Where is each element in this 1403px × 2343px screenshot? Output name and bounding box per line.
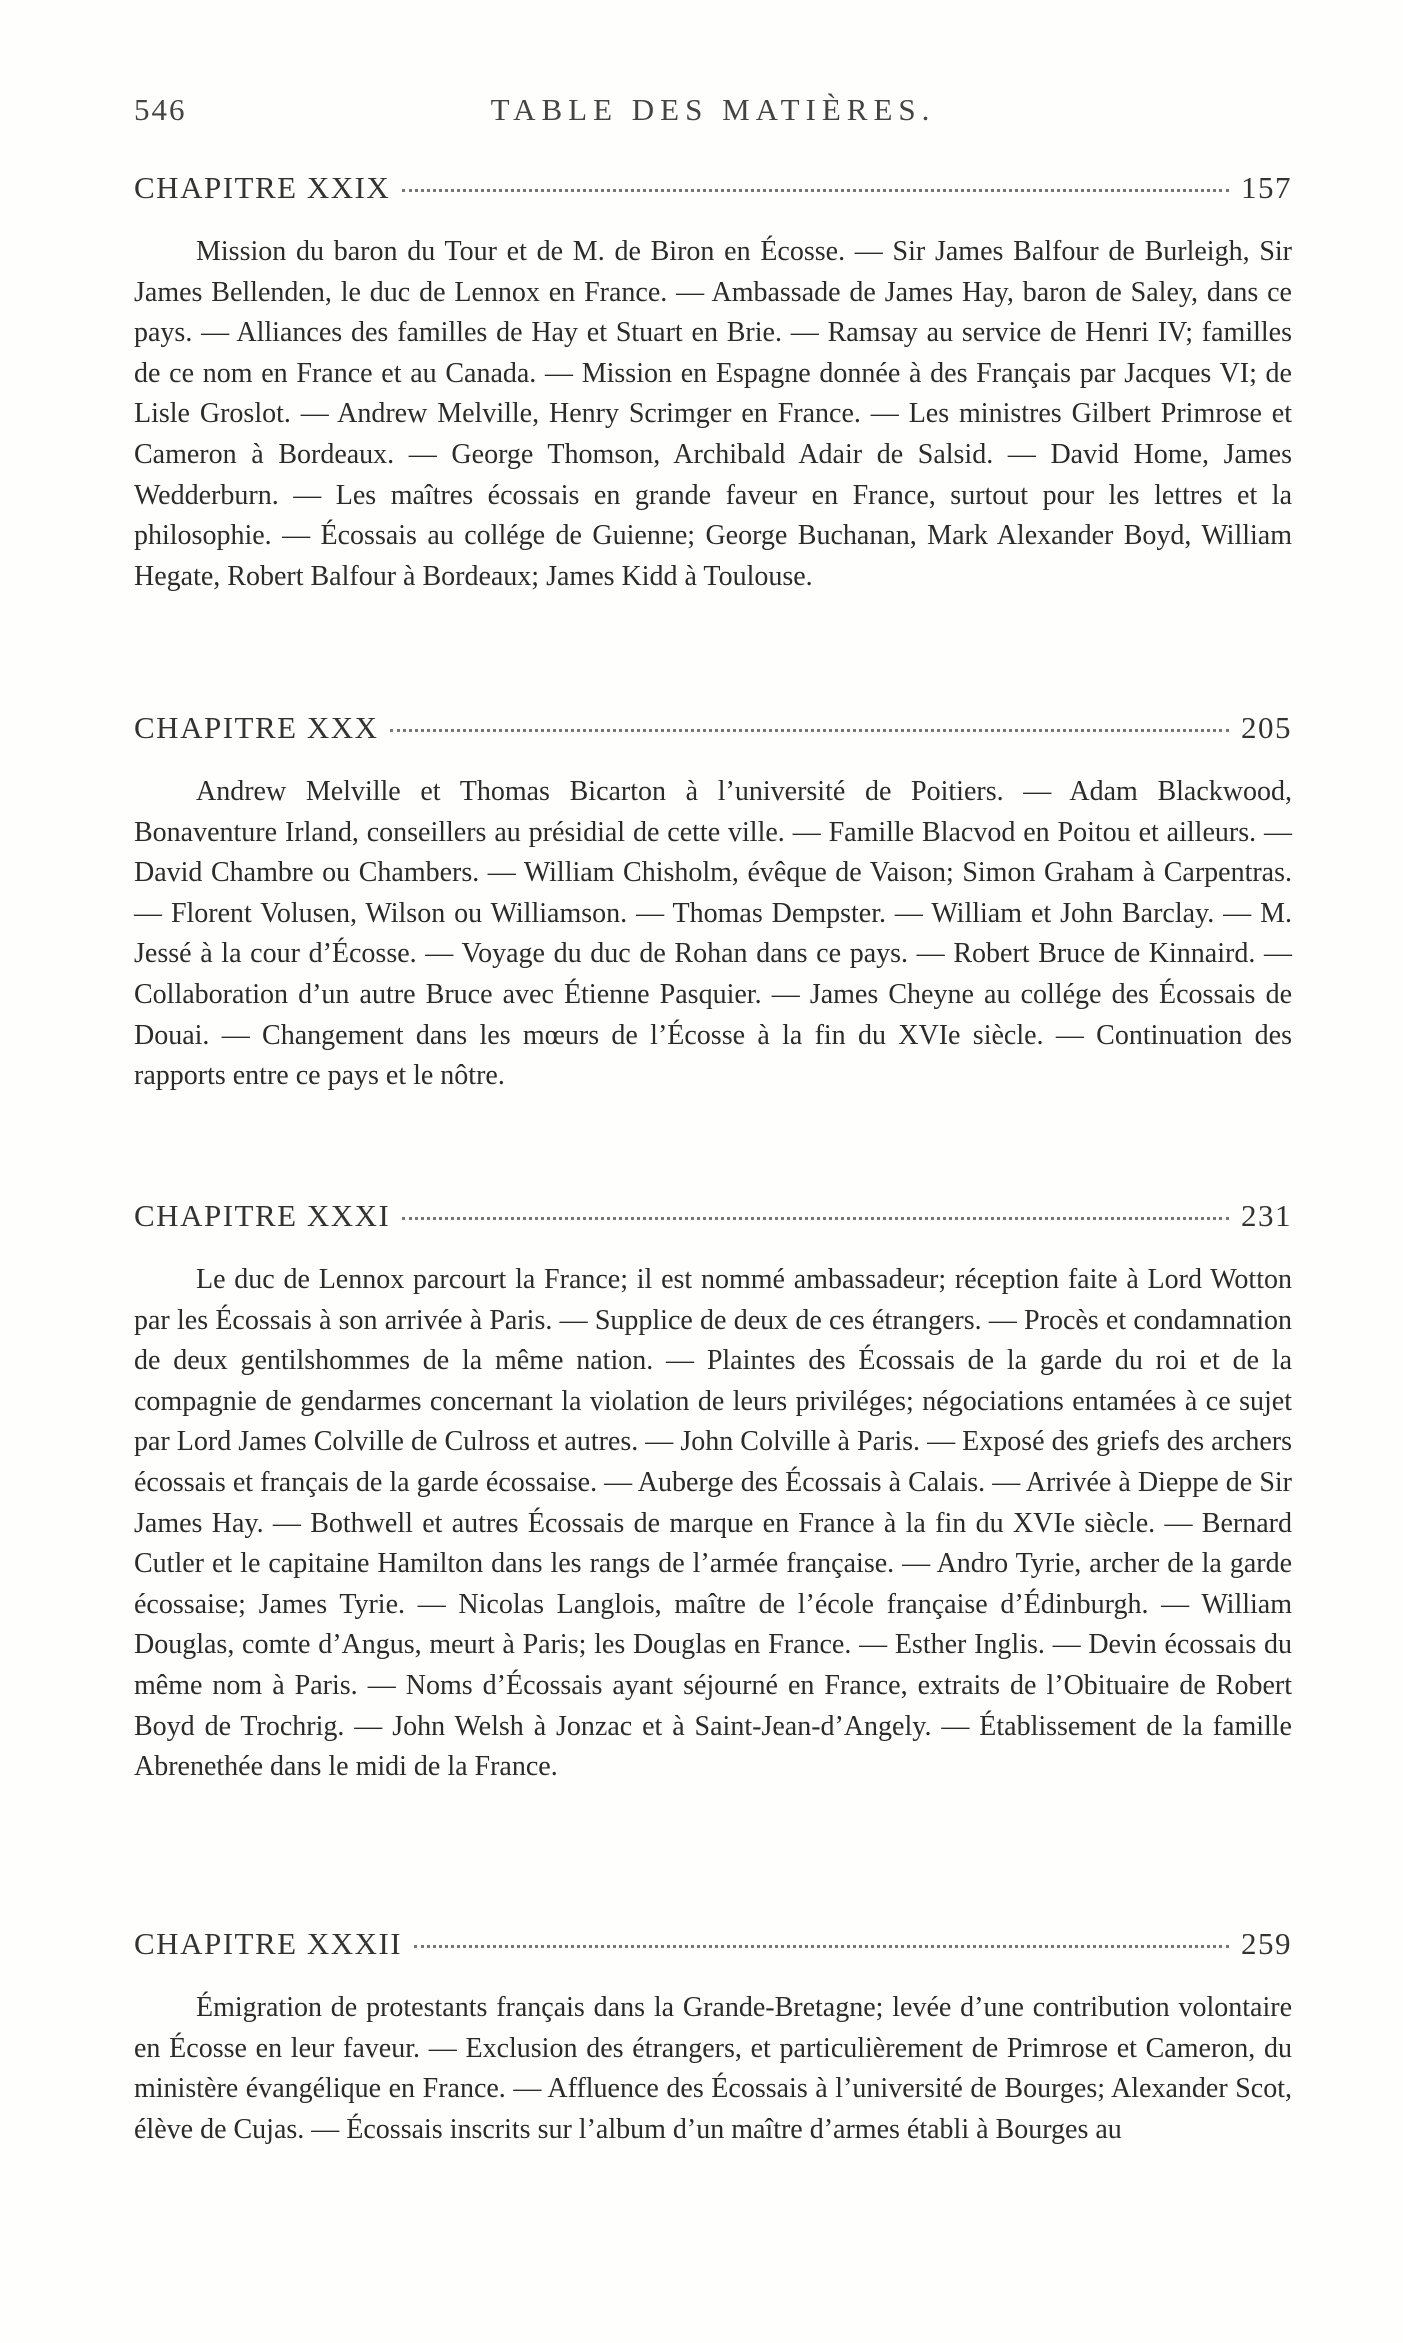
chapter-heading — [134, 1198, 1292, 1242]
running-title: TABLE DES MATIÈRES. — [490, 92, 936, 127]
chapter-page-number: 205 — [1241, 710, 1292, 745]
chapter-entry — [134, 1198, 1292, 1788]
chapter-title: CHAPITRE XXXII — [134, 1926, 403, 1961]
chapter-title: CHAPITRE XXX — [134, 710, 379, 745]
chapter-entry — [134, 1926, 1292, 2150]
dot-leader — [402, 189, 1229, 192]
chapter-summary: Andrew Melville et Thomas Bicarton à l’université de Poitiers. — Adam Blackwood, Bonaventure Irland, conseillers au présidial de cette ville. — Famille Blacvod en Poitou et ailleurs. — David Chambre ou Chambers. — William Chisholm, évêque de Vaison; Simon Graham à Carpentras. — Florent Volusen, Wilson ou Williamson. — Thomas Dempster. — William et John Barclay. — M. Jessé à la cour d’Écosse. — Voyage du duc de Rohan dans ce pays. — Robert Bruce de Kinnaird. — Collaboration d’un autre Bruce avec Étienne Pasquier. — James Cheyne au collége des Écossais de Douai. — Changement dans les mœurs de l’Écosse à la fin du XVIe siècle. — Continuation des rapports entre ce pays et le nôtre. — [134, 776, 1292, 1092]
chapter-page-number: 157 — [1241, 170, 1292, 205]
chapter-page-number: 231 — [1241, 1198, 1292, 1233]
chapter-title: CHAPITRE XXXI — [134, 1198, 391, 1233]
chapter-page-number: 259 — [1241, 1926, 1292, 1961]
page-number: 546 — [134, 92, 187, 127]
chapter-entry — [134, 170, 1292, 597]
dot-leader — [414, 1945, 1229, 1948]
chapter-heading — [134, 170, 1292, 214]
chapter-heading — [134, 1926, 1292, 1970]
chapter-summary: Mission du baron du Tour et de M. de Biron en Écosse. — Sir James Balfour de Burleigh, Sir James Bellenden, le duc de Lennox en France. — Ambassade de James Hay, baron de Saley, dans ce pays. — Alliances des familles de Hay et Stuart en Brie. — Ramsay au service de Henri IV; familles de ce nom en France et au Canada. — Mission en Espagne donnée à des Français par Jacques VI; de Lisle Groslot. — Andrew Melville, Henry Scrimger en France. — Les ministres Gilbert Primrose et Cameron à Bordeaux. — George Thomson, Archibald Adair de Salsid. — David Home, James Wedderburn. — Les maîtres écossais en grande faveur en France, surtout pour les lettres et la philosophie. — Écossais au collége de Guienne; George Buchanan, Mark Alexander Boyd, William Hegate, Robert Balfour à Bordeaux; James Kidd à Toulouse. — [134, 236, 1292, 592]
chapter-title: CHAPITRE XXIX — [134, 170, 391, 205]
chapter-entry — [134, 710, 1292, 1097]
chapter-summary: Émigration de protestants français dans la Grande-Bretagne; levée d’une contribution volontaire en Écosse en leur faveur. — Exclusion des étrangers, et particulièrement de Primrose et Cameron, du ministère évangélique en France. — Affluence des Écossais à l’université de Bourges; Alexander Scot, élève de Cujas. — Écossais inscrits sur l’album d’un maître d’armes établi à Bourges au — [134, 1992, 1292, 2145]
chapter-summary: Le duc de Lennox parcourt la France; il est nommé ambassadeur; réception faite à Lord Wotton par les Écossais à son arrivée à Paris. — Supplice de deux de ces étrangers. — Procès et condamnation de deux gentilshommes de la même nation. — Plaintes des Écossais de la garde du roi et de la compagnie de gendarmes concernant la violation de leurs priviléges; négociations entamées à ce sujet par Lord James Colville de Culross et autres. — John Colville à Paris. — Exposé des griefs des archers écossais et français de la garde écossaise. — Auberge des Écossais à Calais. — Arrivée à Dieppe de Sir James Hay. — Bothwell et autres Écossais de marque en France à la fin du XVIe siècle. — Bernard Cutler et le capitaine Hamilton dans les rangs de l’armée française. — Andro Tyrie, archer de la garde écossaise; James Tyrie. — Nicolas Langlois, maître de l’école française d’Édinburgh. — William Douglas, comte d’Angus, meurt à Paris; les Douglas en France. — Esther Inglis. — Devin écossais du même nom à Paris. — Noms d’Écossais ayant séjourné en France, extraits de l’Obituaire de Robert Boyd de Trochrig. — John Welsh à Jonzac et à Saint-Jean-d’Angely. — Établissement de la famille Abrenethée dans le midi de la France. — [134, 1264, 1292, 1783]
dot-leader — [402, 1217, 1229, 1220]
dot-leader — [390, 729, 1229, 732]
chapter-heading — [134, 710, 1292, 754]
running-head — [134, 92, 1292, 132]
